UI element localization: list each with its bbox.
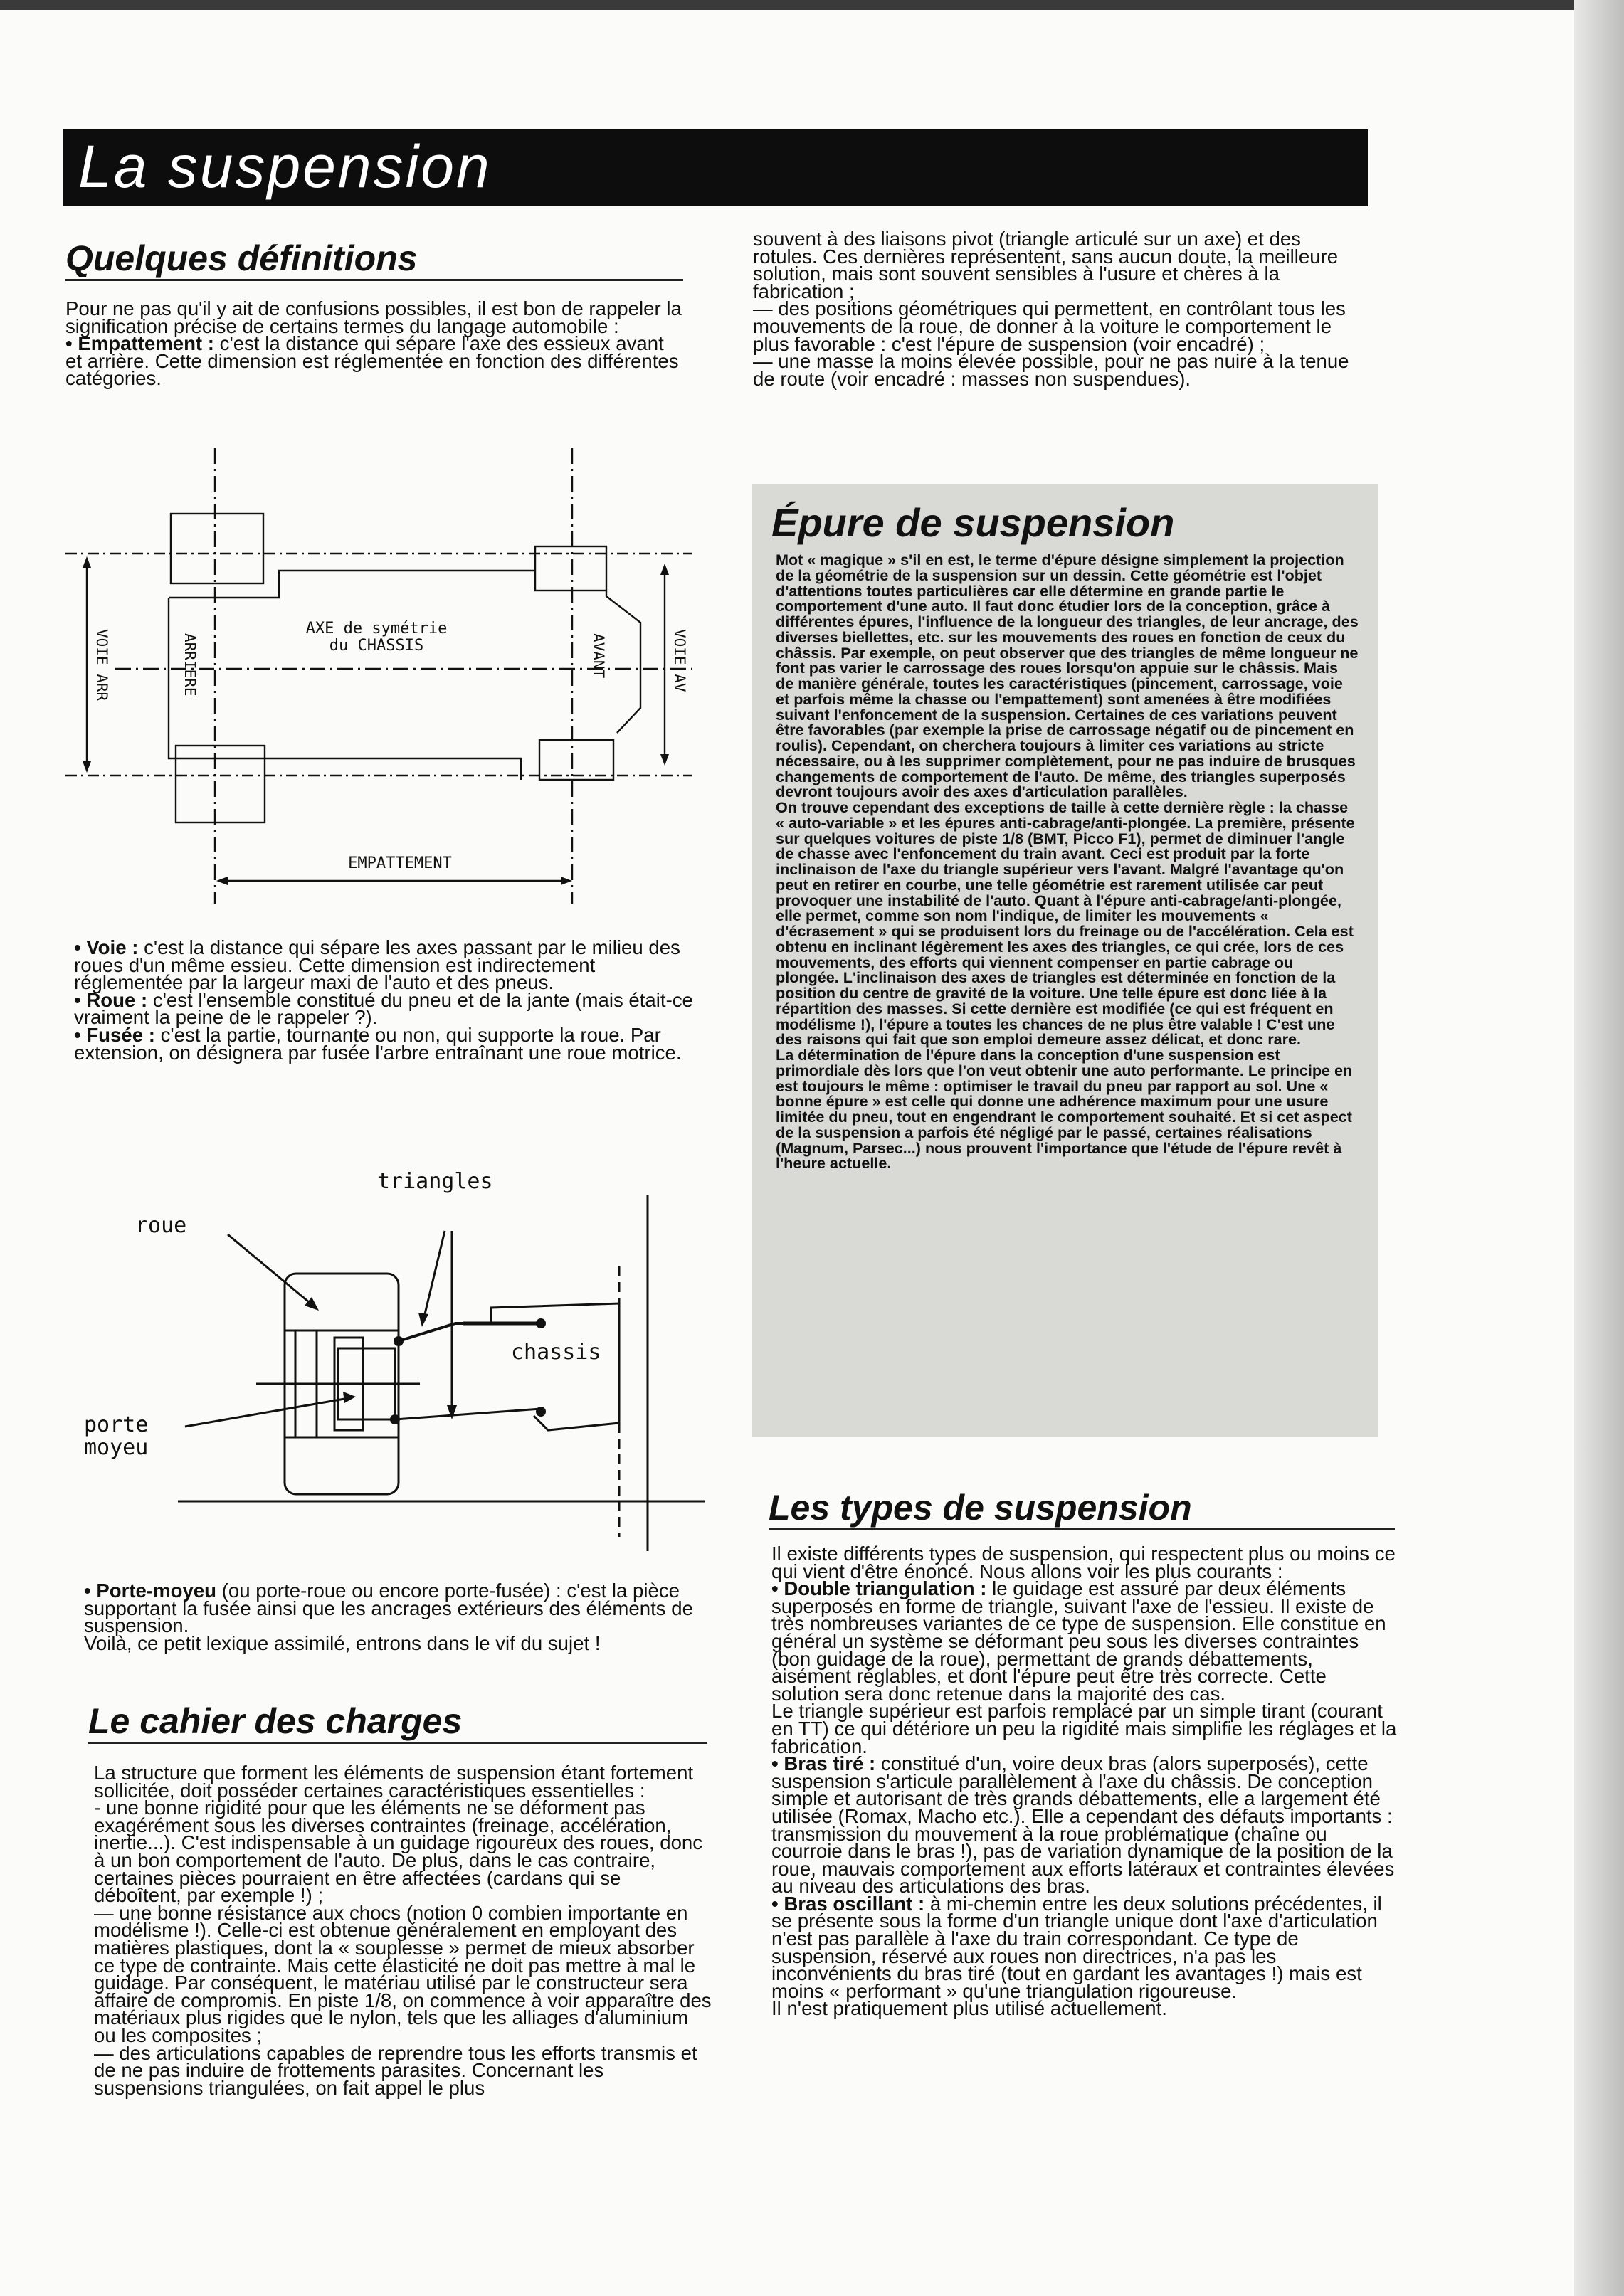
fusee-term: • Fusée : [74, 1023, 155, 1046]
epure-sidebar-box [752, 484, 1378, 1437]
bras-tire [771, 1752, 1398, 1898]
arriere-label: ARRIERE [181, 633, 199, 697]
porte-moyeu-term: • Porte-moyeu [84, 1580, 216, 1602]
types-intro: Il existe différents types de suspension, qui respectent plus ou moins ce qui vient d'être énoncé. Nous allons voir les plus courants : [771, 1543, 1396, 1582]
double-text-2: Le triangle supérieur est parfois remplacé par un simple tirant (courant en TT) ce qui détériore un peu la rigidité mais simplifie les réglages et la fabrication. [771, 1700, 1397, 1757]
axe-label-1: AXE de symétrie [305, 620, 448, 638]
definitions-intro-block [65, 297, 682, 390]
empattement-definition [65, 332, 682, 390]
epure-text [776, 552, 1359, 1171]
empattement-term: • Empattement : [65, 332, 214, 355]
fusee-definition [74, 1023, 693, 1064]
cahier-continued: souvent à des liaisons pivot (triangle articulé sur un axe) et des rotules. Ces dernières représentent, sans aucun doute, la meilleure solution, mais sont souvent sensibles à l'usure et chères à la fabrication ; [753, 228, 1339, 302]
roue-label: roue [135, 1213, 187, 1238]
roue-text: c'est l'ensemble constitué du pneu et de la jante (mais était-ce vraiment la peine de le rappeler ?). [74, 988, 693, 1029]
types-block [771, 1545, 1398, 2018]
title-banner [63, 129, 1368, 206]
page-gutter [1574, 0, 1624, 2296]
voie-term: • Voie : [74, 936, 139, 958]
triangles-label: triangles [377, 1169, 493, 1194]
cahier-continued-block [753, 228, 1371, 390]
cahier-block [94, 1762, 712, 2099]
double-text: le guidage est assuré par deux éléments superposés en forme de triangle, suivant l'axe de l'essieu. Il existe de très nombreuses variantes de ce type de suspension. Elle constitue en général un système se déformant peu sous les diverses contraintes (bon guidage de la roue), permettant de grands débattements, aisément réglables, et dont l'épure peut être très correcte. Cette solution sera donc retenue dans la majorité des cas. [771, 1577, 1386, 1705]
double-term: • Double triangulation : [771, 1577, 987, 1600]
cahier-item-5: — une masse la moins élevée possible, pour ne pas nuire à la tenue de route (voir encadré : masses non suspendues). [753, 350, 1349, 390]
types-heading: Les types de suspension [769, 1488, 1192, 1528]
definitions-rule [65, 279, 683, 281]
epure-paragraph-1: Mot « magique » s'il en est, le terme d'épure désigne simplement la projection de la géométrie de la suspension sur un dessin. Cette géométrie est l'objet d'attentions toutes particulières car elle détermine en grande partie le comportement d'une auto. Il faut donc étudier lors de la conception, grâce à différentes épures, l'influence de la longueur des triangles, de leur ancrage, des diverses biellettes, etc. sur les mouvements des roues en fonction de ceux du châssis. Par exemple, on peut observer que des triangles de même longueur ne font pas varier le carrossage des roues lorsqu'on appuie sur le châssis. Mais de manière générale, toutes les caractéristiques (pincement, carrossage, voie et parfois même la chasse ou l'empattement) sont amenées à être modifiées suivant l'enfoncement de la suspension. Certaines de ces variations peuvent être favorables (par exemple la prise de carrossage négatif ou de pincement en roulis). Cependant, on cherchera toujours à limiter ces variations au stricte nécessaire, ou à les supprimer complètement, pour ne pas induire de brusques changements de comportement de l'auto. De même, des triangles superposés devront toujours avoir des axes d'articulation parallèles. [776, 551, 1359, 801]
porte-moyeu-text: (ou porte-roue ou encore porte-fusée) : c'est la pièce supportant la fusée ainsi que les ancrages extérieurs des éléments de suspension. [84, 1580, 693, 1637]
empattement-label: EMPATTEMENT [348, 855, 452, 872]
cahier-item-3: — des articulations capables de reprendre tous les efforts transmis et de ne pas induire de frottements parasites. Concernant les suspensions triangulées, on fait appel le plus [94, 2041, 697, 2099]
cahier-item-1: - une bonne rigidité pour que les éléments ne se déforment pas exagérément sous les diverses contraintes (freinage, accélération, inertie...). C'est indispensable à un guidage rigoureux des roues, donc à un bon comportement de l'auto. De plus, dans le cas contraire, certaines pièces pourraient en être affectées (cardans qui se déboîtent, par exemple !) ; [94, 1797, 703, 1907]
suspension-diagram [78, 1153, 719, 1551]
axe-label-2: du CHASSIS [329, 637, 424, 655]
bras-oscillant [771, 1892, 1398, 2002]
top-edge [0, 0, 1624, 10]
bras-osc-text: à mi-chemin entre les deux solutions précédentes, il se présente sous la forme d'un triangle unique dont l'axe d'articulation n'est pas parallèle à l'axe du train correspondant. Ce type de suspension, réservé aux roues non directrices, n'a pas les inconvénients du bras tiré (tout en gardant les avantages !) mais est moins « performant » qu'une triangulation rigoureuse. [771, 1892, 1382, 2002]
epure-paragraph-3: La détermination de l'épure dans la conception d'une suspension est primordiale dès lors que l'on veut obtenir une auto performante. Le principe en est toujours le même : optimiser le travail du pneu par rapport au sol. Une « bonne épure » est celle qui donne une adhérence maximum pour une usure limitée du pneu, tout en engendrant le comportement souhaité. Et si cet aspect de la suspension a parfois été négligé par le passé, certaines réalisations (Magnum, Parsec...) nous prouvent l'importance que l'étude de l'épure revêt à l'heure actuelle. [776, 1046, 1353, 1173]
epure-paragraph-2: On trouve cependant des exceptions de taille à cette dernière règle : la chasse « auto-variable » et les épures anti-cabrage/anti-plongée. La première, présente sur quelques voitures de piste 1/8 (BMT, Picco F1), permet de diminuer l'angle de chasse avec l'enfoncement du train avant. Ceci est produit par la forte inclinaison de l'axe du triangle supérieur vers l'avant. Malgré l'avantage qu'on peut en retirer en courbe, une telle géométrie est rarement utilisée car peut provoquer une instabilité de l'auto. Quant à l'épure anti-cabrage/anti-plongée, elle permet, comme son nom l'indique, de limiter les mouvements « d'écrasement » qui se produisent lors du freinage ou de l'accélération. Cela est obtenu en inclinant légèrement les axes des triangles, ce qui crée, lors de ces mouvements, des efforts qui viennent compenser en partie cabrage ou plongée. L'inclinaison des axes de triangles est déterminée en fonction de la position du centre de gravité de la voiture. Une telle épure est donc liée à la répartition des masses. Si cette dernière est modifiée (ce qui est fréquent en modélisme !), l'épure a toutes les chances de ne plus être valable ! C'est une des raisons qui fait que son emploi demeure assez délicat, et donc rare. [776, 798, 1355, 1049]
bras-osc-term: • Bras oscillant : [771, 1892, 925, 1915]
avant-label: AVANT [590, 633, 607, 679]
bras-tire-text: constitué d'un, voire deux bras (alors superposés), cette suspension s'articule parallèlement à l'axe du châssis. De conception simple et autorisant de très grands débattements, elle a largement été utilisée (Romax, Macho etc.). Elle a cependant des défauts importants : transmission du mouvement à la roue problématique (chaîne ou courroie dans le bras !), pas de variation dynamique de la position de la roue, mauvais comportement aux efforts latéraux et contraintes élevées au niveau des articulations des bras. [771, 1752, 1395, 1898]
chassis-label: chassis [511, 1340, 601, 1365]
bras-osc-end: Il n'est pratiquement plus utilisé actuellement. [771, 1997, 1167, 2020]
cahier-rule [88, 1742, 707, 1744]
porte-label: porte [84, 1412, 149, 1437]
cahier-item-4: — des positions géométriques qui permettent, en contrôlant tous les mouvements de la roue, de donner à la voiture le comportement le plus favorable : c'est l'épure de suspension (voir encadré) ; [753, 297, 1346, 355]
bras-tire-term: • Bras tiré : [771, 1752, 876, 1775]
fusee-text: c'est la partie, tournante ou non, qui supporte la roue. Par extension, on désignera par fusée l'arbre entraînant une roue motrice. [74, 1023, 682, 1064]
voie-text: c'est la distance qui sépare les axes passant par le milieu des roues d'un même essieu. Cette dimension est indirectement réglementée par la largeur maxi de l'auto et des pneus. [74, 936, 680, 994]
chassis-diagram [65, 441, 706, 911]
cahier-heading: Le cahier des charges [88, 1701, 463, 1741]
porte-moyeu-definition [84, 1582, 703, 1635]
roue-definition [74, 988, 693, 1029]
definitions-heading: Quelques définitions [65, 238, 418, 278]
definitions-list-block [74, 936, 693, 1064]
moyeu-label: moyeu [84, 1435, 149, 1460]
cahier-item-2: — une bonne résistance aux chocs (notion 0 combien importante en modélisme !). Celle-ci est obtenue généralement en employant des matières plastiques, dont la « souplesse » permet de mieux absorber ce type de contrainte. Mais cette élasticité ne doit pas mettre à mal le guidage. Par conséquent, le matériau utilisé par le constructeur sera affaire de compromis. En piste 1/8, on commence à voir apparaître des matériaux plus rigides que le nylon, tels que les alliages d'aluminium ou les composites ; [94, 1901, 712, 2046]
voie-definition [74, 936, 693, 994]
voie-arr-label: VOIE ARR [93, 629, 110, 702]
cahier-intro: La structure que forment les éléments de suspension étant fortement sollicitée, doit posséder certaines caractéristiques essentielles : [94, 1762, 694, 1802]
types-rule [769, 1528, 1395, 1530]
definitions-conclusion: Voilà, ce petit lexique assimilé, entrons dans le vif du sujet ! [84, 1631, 601, 1654]
epure-heading: Épure de suspension [771, 500, 1175, 545]
voie-av-label: VOIE AV [671, 629, 688, 692]
page-title: La suspension [78, 133, 492, 200]
double-triangulation [771, 1577, 1398, 1705]
roue-term: • Roue : [74, 988, 148, 1011]
porte-moyeu-block [84, 1582, 703, 1652]
definitions-intro: Pour ne pas qu'il y ait de confusions possibles, il est bon de rappeler la signification précise de certains termes du langage automobile : [65, 297, 682, 337]
empattement-text: c'est la distance qui sépare l'axe des essieux avant et arrière. Cette dimension est réglementée en fonction des différentes catégories. [65, 332, 679, 390]
